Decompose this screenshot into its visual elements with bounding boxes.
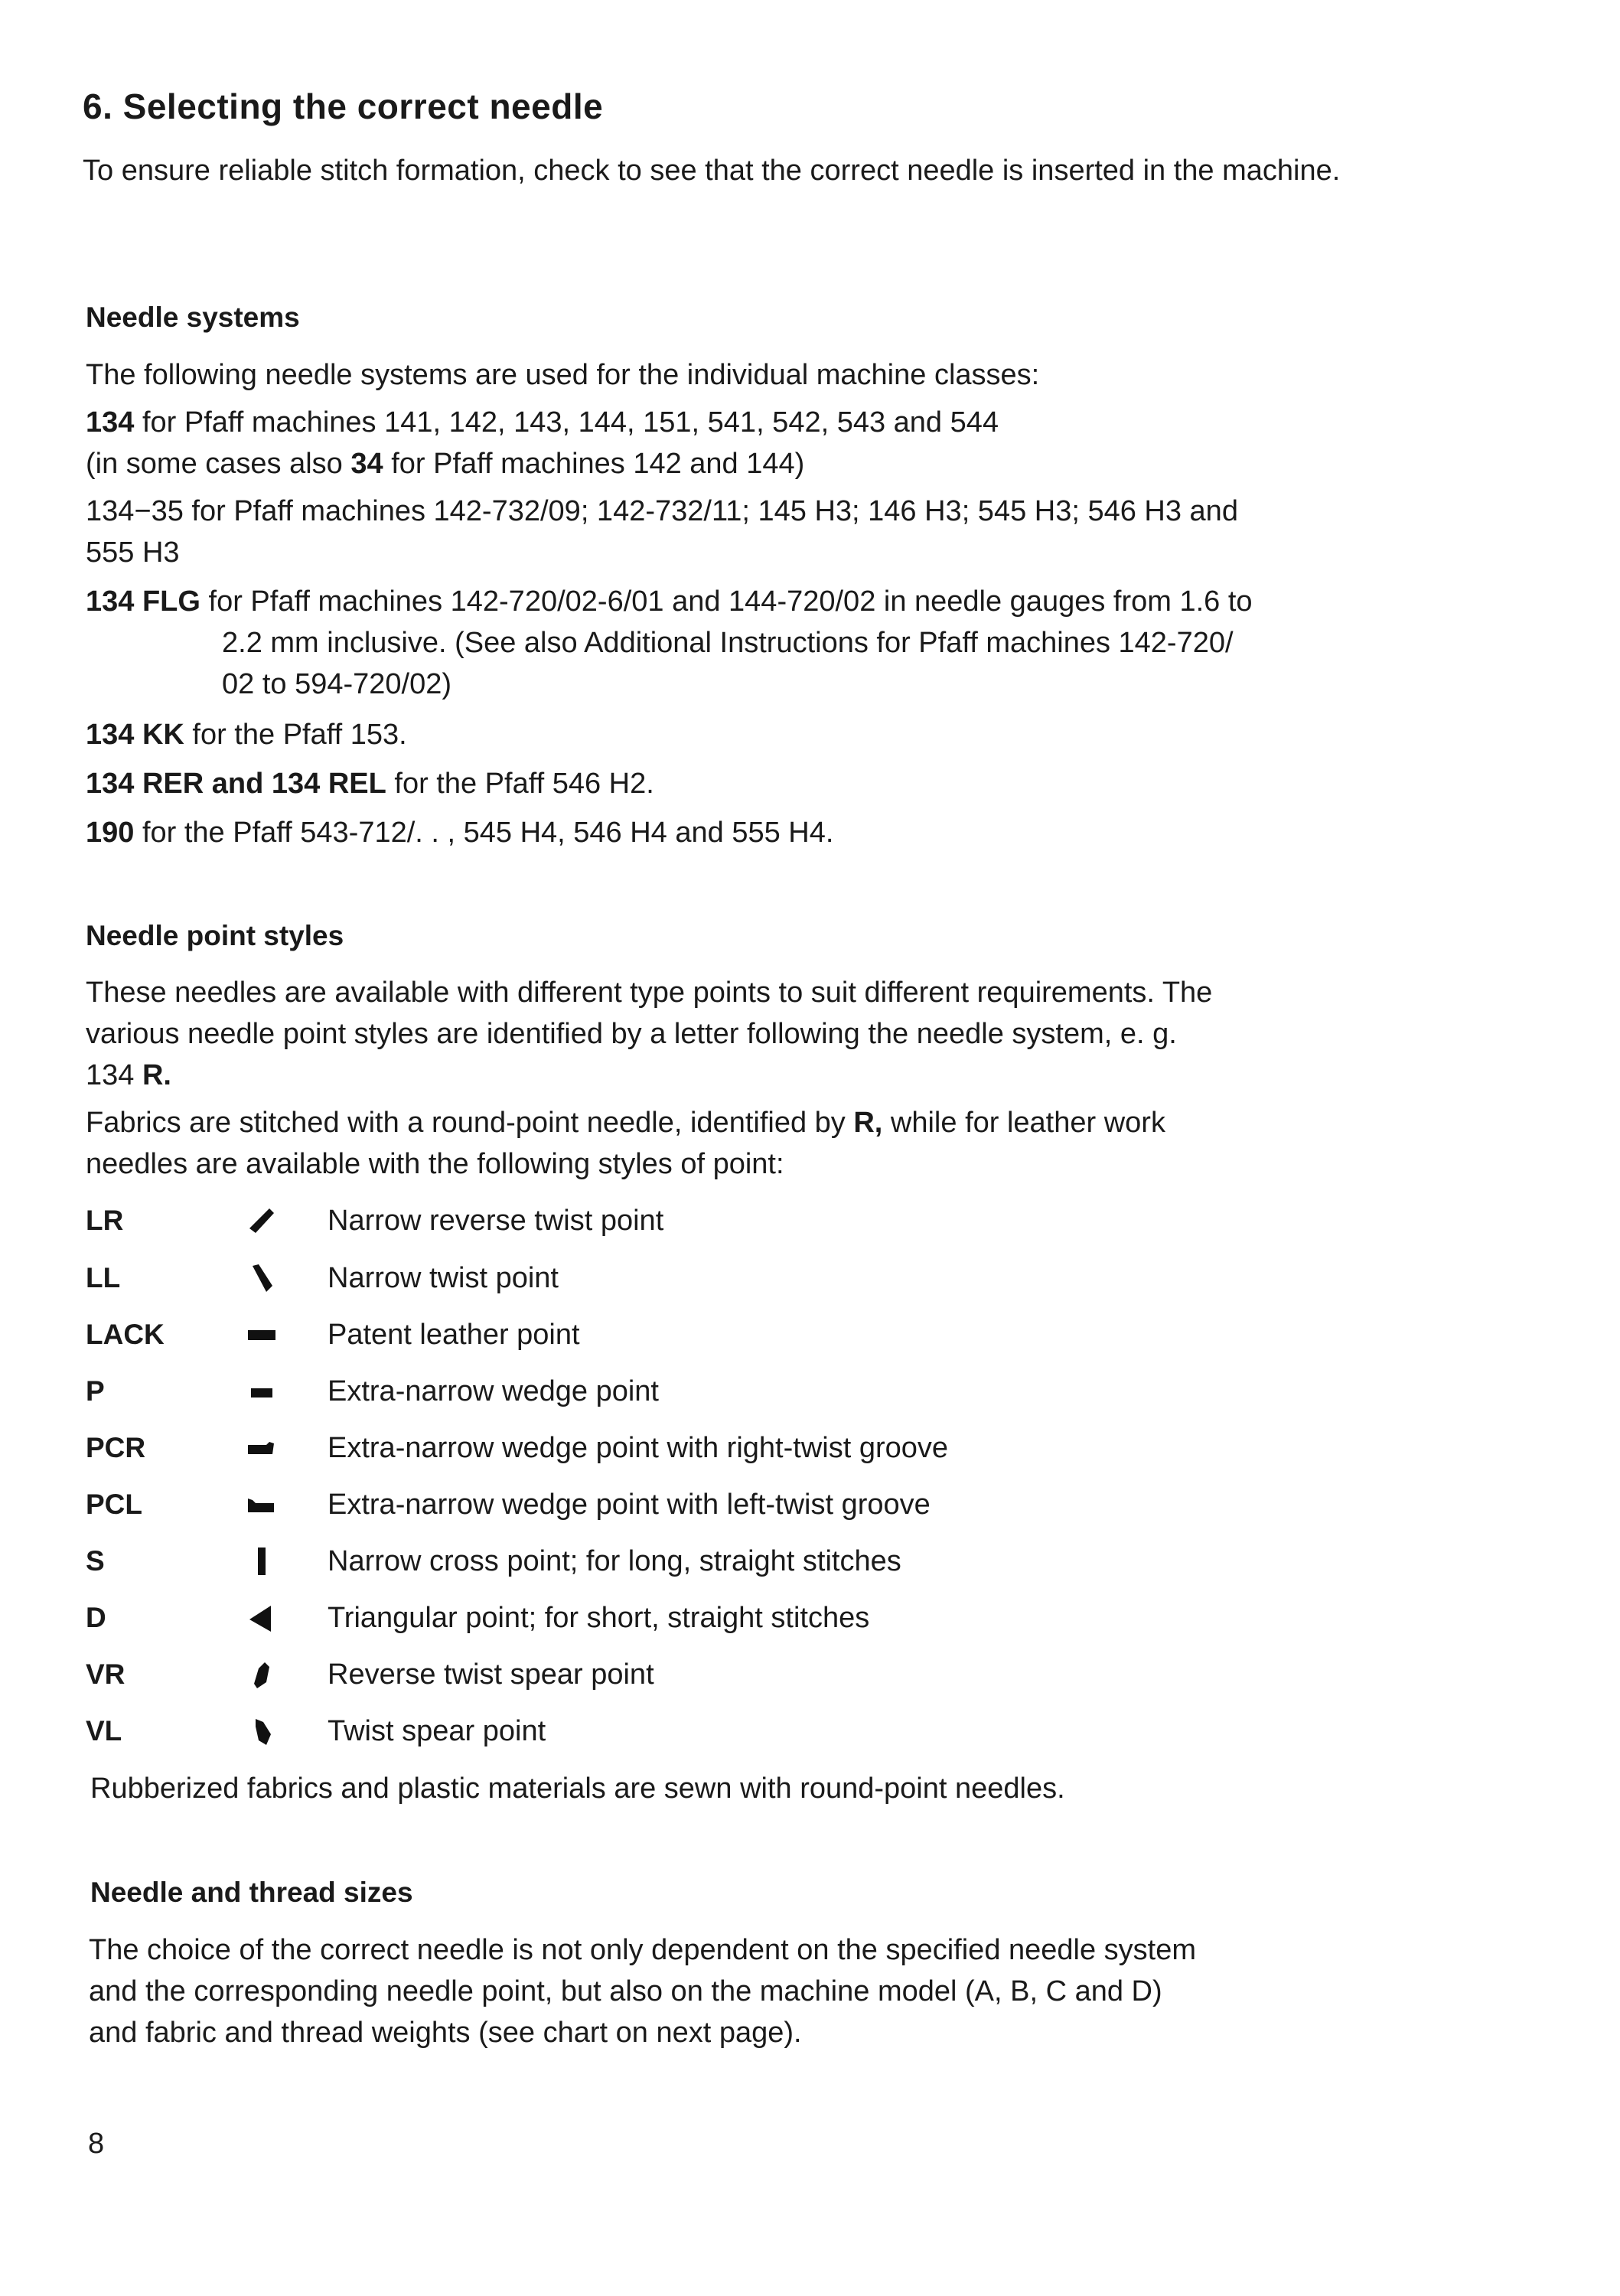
point-code: VL bbox=[86, 1715, 122, 1746]
wedge-right-twist-groove-icon bbox=[246, 1433, 277, 1463]
needle-systems-intro: The following needle systems are used for the individual machine classes: bbox=[86, 359, 1040, 391]
system-code: 190 bbox=[86, 817, 135, 849]
system-text: for Pfaff machines 142 and 144) bbox=[383, 448, 805, 480]
system-line-flg bbox=[86, 581, 1253, 622]
point-description: Extra-narrow wedge point with left-twist groove bbox=[328, 1489, 931, 1521]
point-description: Extra-narrow wedge point with right-twist groove bbox=[328, 1432, 949, 1464]
point-description: Narrow cross point; for long, straight stitches bbox=[328, 1545, 901, 1577]
point-code: D bbox=[86, 1602, 106, 1633]
point-styles-para1-line2: various needle point styles are identified by a letter following the needle system, e. g. bbox=[86, 1018, 1177, 1050]
twist-spear-point-icon bbox=[246, 1716, 277, 1746]
system-line-134-35-cont: 555 H3 bbox=[86, 536, 180, 569]
point-code: P bbox=[86, 1375, 105, 1407]
point-description: Triangular point; for short, straight stitches bbox=[328, 1602, 870, 1634]
point-style-row bbox=[86, 1425, 1387, 1471]
system-line-flg-cont1: 2.2 mm inclusive. (See also Additional Instructions for Pfaff machines 142-720/ bbox=[222, 627, 1234, 659]
system-text: (in some cases also bbox=[86, 448, 351, 480]
point-code: R, bbox=[853, 1107, 883, 1139]
needle-systems-heading: Needle systems bbox=[86, 302, 300, 333]
narrow-reverse-twist-point-icon bbox=[246, 1205, 277, 1236]
system-text: Fabrics are stitched with a round-point needle, identified by bbox=[86, 1107, 854, 1139]
sizes-line3: and fabric and thread weights (see chart on next page). bbox=[89, 2017, 802, 2049]
wedge-left-twist-groove-icon bbox=[246, 1489, 277, 1520]
system-text: 134 bbox=[86, 1059, 142, 1091]
system-line-flg-cont2: 02 to 594-720/02) bbox=[222, 668, 452, 700]
point-description: Reverse twist spear point bbox=[328, 1658, 654, 1691]
system-code: 34 bbox=[350, 448, 383, 480]
intro-paragraph: To ensure reliable stitch formation, check to see that the correct needle is inserted in the machine. bbox=[83, 155, 1341, 187]
sizes-heading: Needle and thread sizes bbox=[90, 1877, 413, 1908]
point-code: LR bbox=[86, 1205, 124, 1236]
point-code: LL bbox=[86, 1262, 121, 1293]
patent-leather-point-icon bbox=[246, 1319, 277, 1350]
system-line-rer bbox=[86, 763, 654, 804]
system-text: while for leather work bbox=[882, 1107, 1165, 1139]
point-styles-para1-line1: These needles are available with different type points to suit different requirements. The bbox=[86, 977, 1213, 1009]
system-text: for the Pfaff 153. bbox=[184, 719, 407, 751]
system-code: 134 bbox=[86, 406, 135, 439]
system-line-134 bbox=[86, 402, 999, 443]
point-style-row bbox=[86, 1198, 1387, 1244]
point-style-row bbox=[86, 1482, 1387, 1528]
system-code: 134 KK bbox=[86, 719, 184, 751]
narrow-twist-point-icon bbox=[246, 1263, 277, 1293]
point-code: R. bbox=[142, 1059, 171, 1091]
point-description: Twist spear point bbox=[328, 1715, 546, 1747]
point-description: Narrow reverse twist point bbox=[328, 1205, 664, 1237]
point-style-row bbox=[86, 1708, 1387, 1754]
system-text: for Pfaff machines 142-720/02-6/01 and 144-720/02 in needle gauges from 1.6 to bbox=[200, 585, 1253, 618]
sizes-line1: The choice of the correct needle is not only dependent on the specified needle system bbox=[89, 1934, 1197, 1966]
point-styles-para1-line3 bbox=[86, 1055, 171, 1096]
point-description: Narrow twist point bbox=[328, 1262, 559, 1294]
point-style-row bbox=[86, 1595, 1387, 1641]
point-style-row bbox=[86, 1652, 1387, 1698]
point-style-row bbox=[86, 1255, 1387, 1301]
system-line-134-35: 134−35 for Pfaff machines 142-732/09; 142-732/11; 145 H3; 146 H3; 545 H3; 546 H3 and bbox=[86, 495, 1238, 527]
point-style-row bbox=[86, 1312, 1387, 1358]
point-code: LACK bbox=[86, 1319, 165, 1350]
point-code: PCR bbox=[86, 1432, 146, 1463]
point-style-row bbox=[86, 1368, 1387, 1414]
sizes-line2: and the corresponding needle point, but also on the machine model (A, B, C and D) bbox=[89, 1975, 1162, 2007]
system-text: for the Pfaff 543-712/. . , 545 H4, 546 H4 and 555 H4. bbox=[134, 817, 834, 849]
point-styles-footer: Rubberized fabrics and plastic materials are sewn with round-point needles. bbox=[90, 1773, 1065, 1805]
triangular-point-icon bbox=[246, 1603, 277, 1633]
point-style-row bbox=[86, 1538, 1387, 1584]
point-code: PCL bbox=[86, 1489, 142, 1520]
point-code: VR bbox=[86, 1658, 125, 1690]
system-line-kk bbox=[86, 714, 407, 755]
point-styles-para2-line2: needles are available with the following styles of point: bbox=[86, 1148, 784, 1180]
reverse-twist-spear-point-icon bbox=[246, 1659, 277, 1690]
extra-narrow-wedge-point-icon bbox=[246, 1376, 277, 1407]
page-number: 8 bbox=[88, 2128, 105, 2160]
system-text: for the Pfaff 546 H2. bbox=[386, 768, 654, 800]
point-code: S bbox=[86, 1545, 105, 1577]
point-styles-heading: Needle point styles bbox=[86, 920, 344, 951]
system-line-34 bbox=[86, 443, 804, 484]
system-line-190 bbox=[86, 812, 833, 853]
system-code: 134 RER and 134 REL bbox=[86, 768, 386, 800]
point-styles-para2-line1 bbox=[86, 1102, 1165, 1143]
system-text: for Pfaff machines 141, 142, 143, 144, 151, 541, 542, 543 and 544 bbox=[134, 406, 999, 439]
point-description: Extra-narrow wedge point bbox=[328, 1375, 659, 1407]
point-description: Patent leather point bbox=[328, 1319, 580, 1351]
section-title: 6. Selecting the correct needle bbox=[83, 86, 604, 126]
system-code: 134 FLG bbox=[86, 585, 200, 618]
narrow-cross-point-icon bbox=[246, 1546, 277, 1577]
